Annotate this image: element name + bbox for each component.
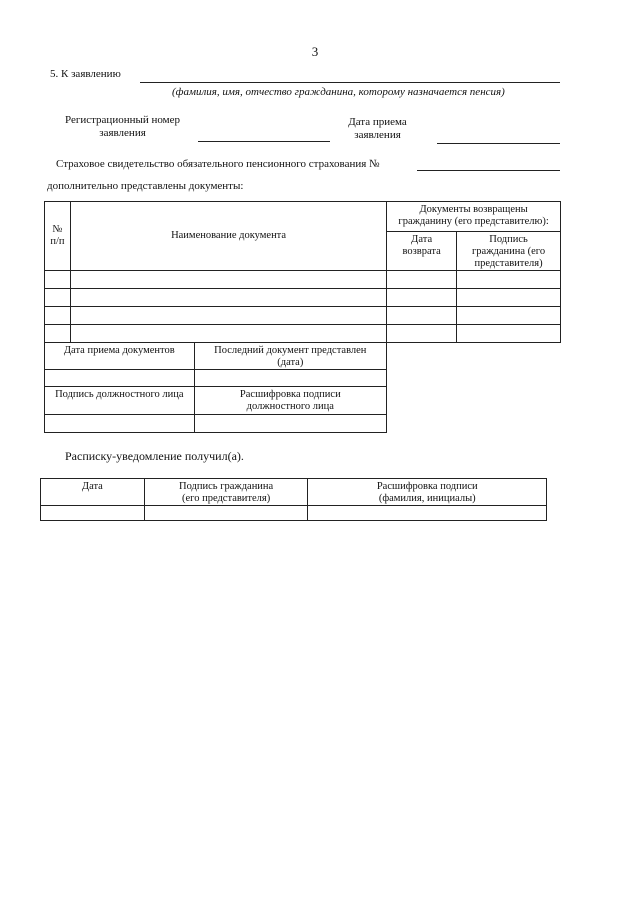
receipt-table xyxy=(40,478,547,521)
official-signature-label: Подпись должностного лица xyxy=(45,387,195,415)
table-row xyxy=(45,415,387,433)
cell[interactable] xyxy=(457,325,561,343)
reg-number-label-2: заявления xyxy=(99,127,146,139)
applicant-name-hint: (фамилия, имя, отчество гражданина, которому назначается пенсия) xyxy=(172,86,505,98)
col-return-date-header: Дата возврата xyxy=(387,232,457,271)
cell[interactable] xyxy=(457,307,561,325)
table-row xyxy=(45,325,561,343)
reg-number-line[interactable] xyxy=(198,141,330,142)
col-name-header: Наименование документа xyxy=(70,202,386,271)
receipt-date-cell[interactable] xyxy=(41,506,145,521)
last-doc-date-cell[interactable] xyxy=(194,370,386,387)
cell[interactable] xyxy=(387,307,457,325)
insurance-label: Страховое свидетельство обязательного пенсионного страхования № xyxy=(56,158,380,170)
cell[interactable] xyxy=(45,289,71,307)
cell[interactable] xyxy=(45,325,71,343)
reg-date-label-1: Дата приема xyxy=(348,116,407,128)
cell[interactable] xyxy=(387,289,457,307)
cell[interactable] xyxy=(70,307,386,325)
page-number: 3 xyxy=(311,44,319,59)
reg-date-line[interactable] xyxy=(437,143,560,144)
acceptance-date-cell[interactable] xyxy=(45,370,195,387)
cell[interactable] xyxy=(387,271,457,289)
receipt-label: Расписку-уведомление получил(а). xyxy=(65,449,244,463)
cell[interactable] xyxy=(70,325,386,343)
cell[interactable] xyxy=(387,325,457,343)
insurance-number-line[interactable] xyxy=(417,170,560,171)
cell[interactable] xyxy=(457,271,561,289)
table-row xyxy=(45,289,561,307)
documents-table xyxy=(44,201,561,343)
cell[interactable] xyxy=(457,289,561,307)
applicant-name-line[interactable] xyxy=(140,82,560,83)
cell[interactable] xyxy=(45,307,71,325)
reg-number-label-1: Регистрационный номер xyxy=(64,114,181,126)
col-num-header: № п/п xyxy=(45,202,71,271)
cell[interactable] xyxy=(70,271,386,289)
last-doc-label: Последний документ представлен (дата) xyxy=(194,343,386,370)
official-signature-cell[interactable] xyxy=(45,415,195,433)
col-returned-header: Документы возвращены гражданину (его представителю): xyxy=(387,202,561,232)
additional-docs-label: дополнительно представлены документы: xyxy=(47,180,244,192)
official-decode-cell[interactable] xyxy=(194,415,386,433)
reg-date-label-2: заявления xyxy=(354,129,401,141)
col-signature-header: Подпись гражданина (его представителя) xyxy=(457,232,561,271)
section-label: 5. К заявлению xyxy=(50,68,121,80)
cell[interactable] xyxy=(70,289,386,307)
receipt-decode-label: Расшифровка подписи (фамилия, инициалы) xyxy=(308,479,547,506)
table-row xyxy=(45,271,561,289)
cell[interactable] xyxy=(45,271,71,289)
official-decode-label: Расшифровка подписи должностного лица xyxy=(194,387,386,415)
table-row xyxy=(41,506,547,521)
receipt-decode-cell[interactable] xyxy=(308,506,547,521)
receipt-signature-cell[interactable] xyxy=(144,506,308,521)
table-row xyxy=(45,307,561,325)
receipt-date-label: Дата xyxy=(41,479,145,506)
acceptance-table xyxy=(44,342,387,433)
acceptance-date-label: Дата приема документов xyxy=(45,343,195,370)
table-row xyxy=(45,370,387,387)
receipt-signature-label: Подпись гражданина (его представителя) xyxy=(144,479,308,506)
